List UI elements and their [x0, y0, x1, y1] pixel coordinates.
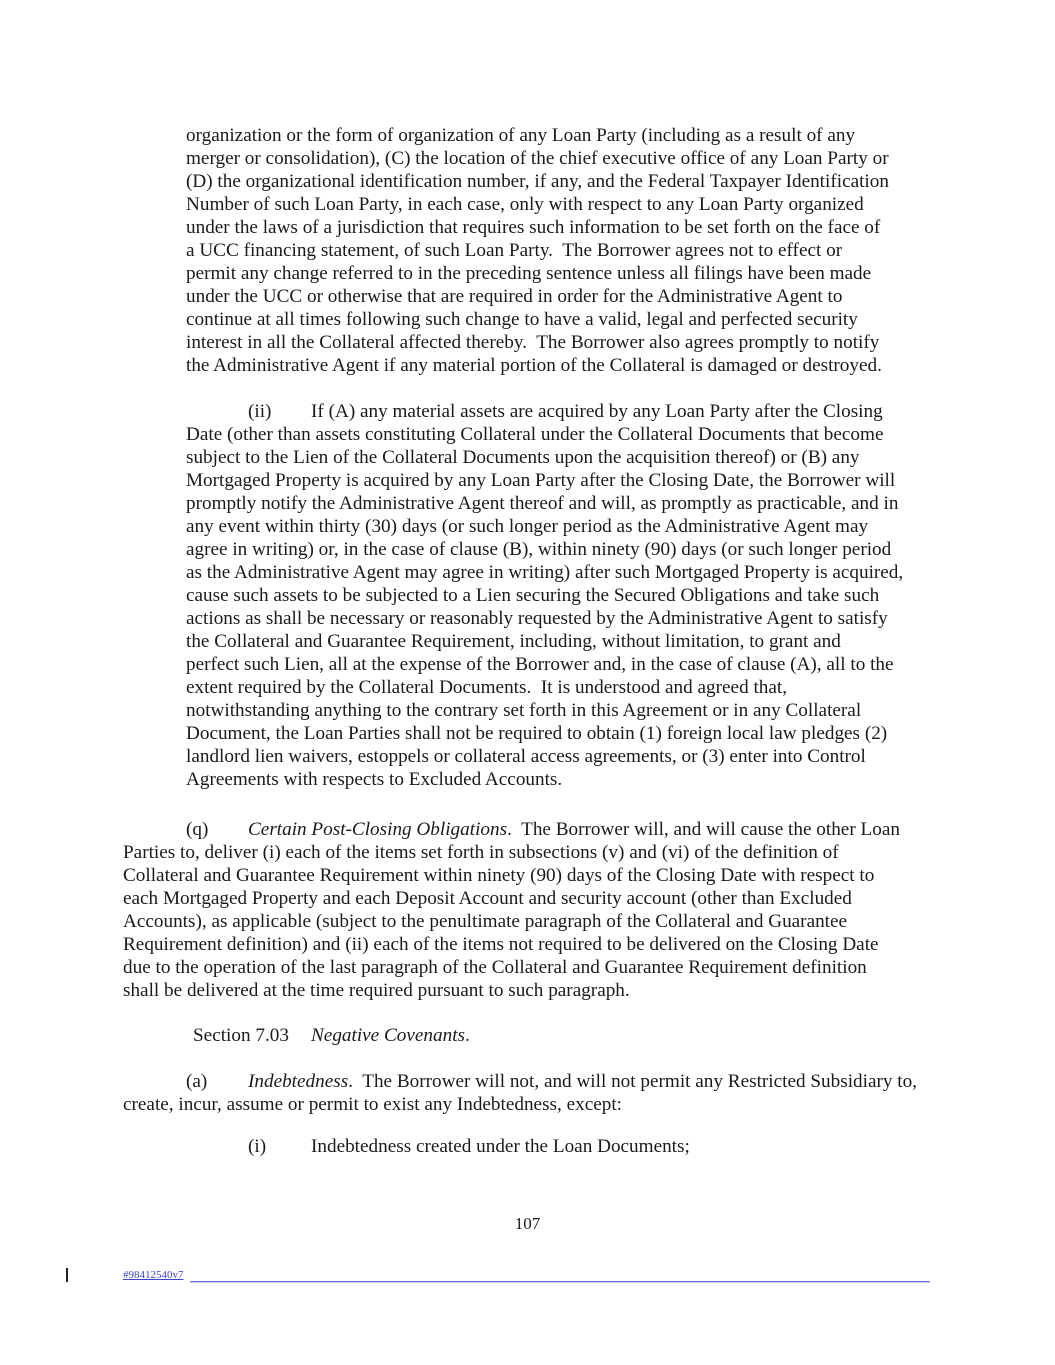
change-bar: [66, 1268, 68, 1282]
text-line: Accounts), as applicable (subject to the penultimate paragraph of the Collateral and Guarantee: [123, 911, 848, 932]
text-line: If (A) any material assets are acquired by any Loan Party after the Closing: [311, 401, 883, 422]
text-line: Agreements with respects to Excluded Accounts.: [186, 769, 563, 790]
text-line: permit any change referred to in the preceding sentence unless all filings have been made: [186, 263, 872, 284]
document-id: #98412540v7: [123, 1269, 184, 1281]
text-line: as the Administrative Agent may agree in writing) after such Mortgaged Property is acquired,: [186, 562, 904, 583]
text-line: Requirement definition) and (ii) each of the items not required to be delivered on the Closing Date: [123, 934, 879, 955]
clause-marker: (q): [186, 819, 209, 840]
item-text: Indebtedness created under the Loan Documents;: [311, 1136, 690, 1157]
text-line: a UCC financing statement, of such Loan Party. The Borrower agrees not to effect or: [186, 240, 843, 261]
text-line: Document, the Loan Parties shall not be required to obtain (1) foreign local law pledges (2): [186, 723, 888, 744]
text-line: due to the operation of the last paragraph of the Collateral and Guarantee Requirement definition: [123, 957, 867, 978]
text-line: landlord lien waivers, estoppels or collateral access agreements, or (3) enter into Control: [186, 746, 866, 767]
text-line: actions as shall be necessary or reasonably requested by the Administrative Agent to satisfy: [186, 608, 888, 629]
section-title-punctuation: .: [465, 1025, 470, 1046]
section-title: Negative Covenants: [311, 1025, 465, 1046]
text-line: Mortgaged Property is acquired by any Loan Party after the Closing Date, the Borrower will: [186, 470, 896, 491]
item-marker: (i): [248, 1136, 267, 1157]
text-line: Parties to, deliver (i) each of the items set forth in subsections (v) and (vi) of the definition of: [123, 842, 839, 863]
text-line: create, incur, assume or permit to exist any Indebtedness, except:: [123, 1094, 622, 1115]
section-label: Section 7.03: [193, 1025, 289, 1046]
text-line: extent required by the Collateral Documents. It is understood and agreed that,: [186, 677, 788, 698]
text-line: each Mortgaged Property and each Deposit Account and security account (other than Excluded: [123, 888, 852, 909]
text-line: subject to the Lien of the Collateral Documents upon the acquisition thereof) or (B) any: [186, 447, 860, 468]
text-line: interest in all the Collateral affected thereby. The Borrower also agrees promptly to notify: [186, 332, 880, 353]
text-line: shall be delivered at the time required pursuant to such paragraph.: [123, 980, 630, 1001]
heading-punctuation: .: [348, 1071, 353, 1092]
clause-heading: Indebtedness: [248, 1071, 349, 1092]
clause-heading: Certain Post-Closing Obligations: [248, 819, 508, 840]
heading-punctuation: .: [507, 819, 512, 840]
text-line: merger or consolidation), (C) the location of the chief executive office of any Loan Party or: [186, 148, 889, 169]
clause-heading-line: [248, 818, 900, 841]
page-number: 107: [514, 1214, 541, 1233]
text-line: the Administrative Agent if any material portion of the Collateral is damaged or destroyed.: [186, 355, 882, 376]
clause-marker: (ii): [248, 401, 272, 422]
text-line: the Collateral and Guarantee Requirement, including, without limitation, to grant and: [186, 631, 841, 652]
text-line: notwithstanding anything to the contrary set forth in this Agreement or in any Collateral: [186, 700, 862, 721]
clause-marker: (a): [186, 1071, 208, 1092]
text-line: promptly notify the Administrative Agent thereof and will, as promptly as practicable, and in: [186, 493, 899, 514]
text-line: any event within thirty (30) days (or such longer period as the Administrative Agent may: [186, 516, 869, 537]
footer-rule: [190, 1281, 930, 1283]
text-line: (D) the organizational identification number, if any, and the Federal Taxpayer Identification: [186, 171, 889, 192]
text-line: perfect such Lien, all at the expense of the Borrower and, in the case of clause (A), all to the: [186, 654, 894, 675]
section-title-line: [311, 1024, 470, 1047]
text-line: organization or the form of organization of any Loan Party (including as a result of any: [186, 125, 856, 146]
text-line: Date (other than assets constituting Collateral under the Collateral Documents that become: [186, 424, 884, 445]
text-line: The Borrower will, and will cause the other Loan: [511, 819, 900, 840]
text-line: Collateral and Guarantee Requirement within ninety (90) days of the Closing Date with respect to: [123, 865, 875, 886]
text-line: cause such assets to be subjected to a Lien securing the Secured Obligations and take such: [186, 585, 880, 606]
text-line: under the laws of a jurisdiction that requires such information to be set forth on the face of: [186, 217, 881, 238]
text-line: The Borrower will not, and will not permit any Restricted Subsidiary to,: [352, 1071, 917, 1092]
text-line: Number of such Loan Party, in each case, only with respect to any Loan Party organized: [186, 194, 864, 215]
text-line: agree in writing) or, in the case of clause (B), within ninety (90) days (or such longer period: [186, 539, 892, 560]
clause-heading-line: [248, 1070, 917, 1093]
text-line: under the UCC or otherwise that are required in order for the Administrative Agent to: [186, 286, 843, 307]
text-line: continue at all times following such change to have a valid, legal and perfected security: [186, 309, 858, 330]
